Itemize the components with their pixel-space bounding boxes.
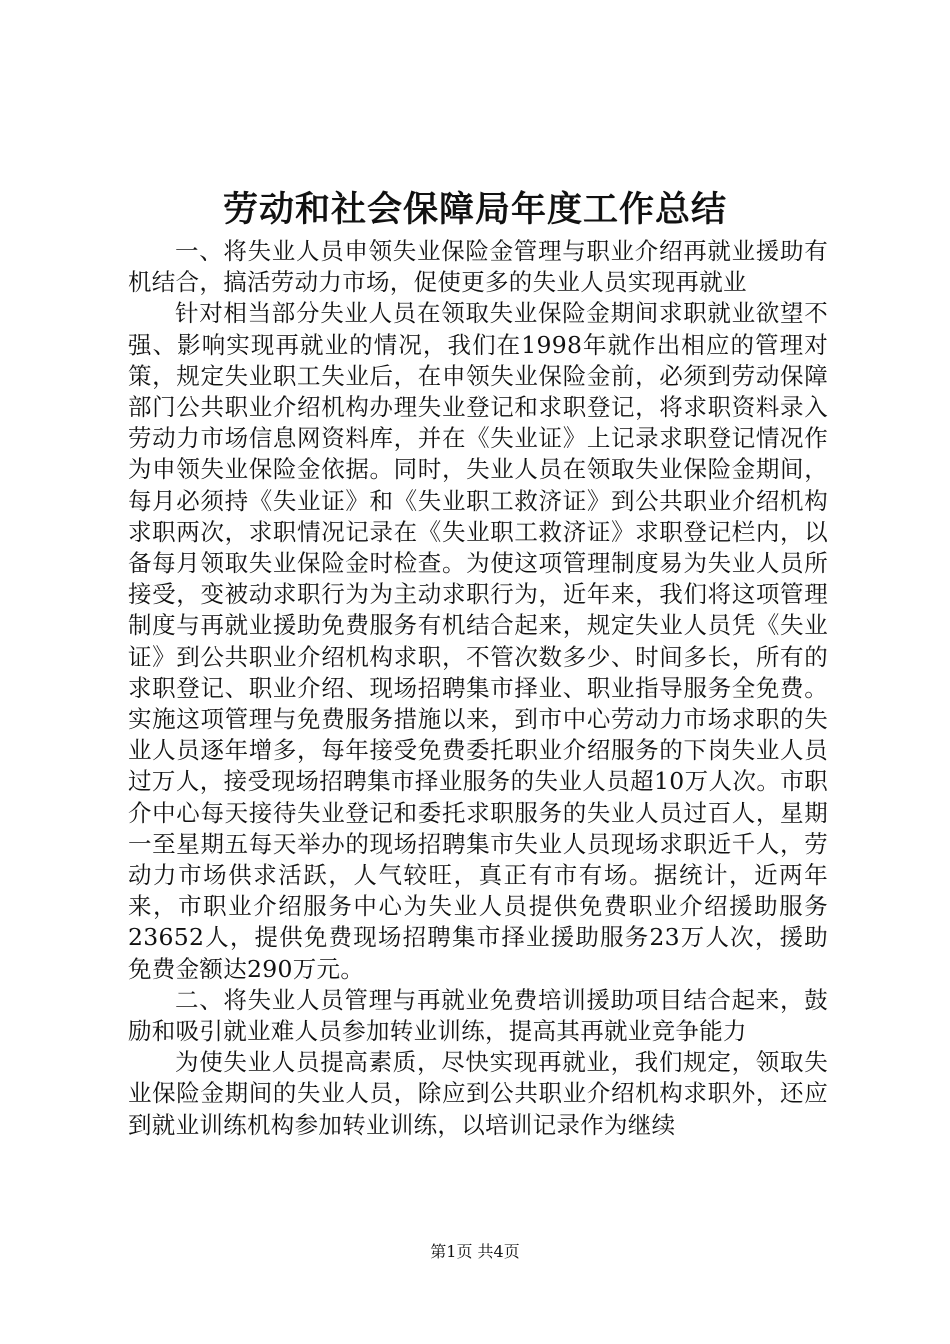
page-footer: 第1页 共4页 <box>430 1242 520 1261</box>
document-body <box>128 236 828 1141</box>
document-title: 劳动和社会保障局年度工作总结 <box>222 189 727 230</box>
paragraph-heading-1: 一、将失业人员申领失业保险金管理与职业介绍再就业援助有机结合，搞活劳动力市场，促使更多的失业人员实现再就业 <box>128 237 828 297</box>
paragraph-heading-2: 二、将失业人员管理与再就业免费培训援助项目结合起来，鼓励和吸引就业难人员参加转业训练，提高其再就业竞争能力 <box>128 985 828 1046</box>
paragraph-body-2: 为使失业人员提高素质，尽快实现再就业，我们规定，领取失业保险金期间的失业人员，除应到公共职业介绍机构求职外，还应到就业训练机构参加转业训练，以培训记录作为继续 <box>128 1048 828 1139</box>
paragraph-body-1: 针对相当部分失业人员在领取失业保险金期间求职就业欲望不强、影响实现再就业的情况，我们在1998年就作出相应的管理对策，规定失业职工失业后，在申领失业保险金前，必须到劳动保障部门公共职业介绍机构办理失业登记和求职登记，将求职资料录入劳动力市场信息网资料库，并在《失业证》上记录求职登记情况作为申领失业保险金依据。同时，失业人员在领取失业保险金期间，每月必须持《失业证》和《失业职工救济证》到公共职业介绍机构求职两次，求职情况记录在《失业职工救济证》求职登记栏内，以备每月领取失业保险金时检查。为使这项管理制度易为失业人员所接受，变被动求职行为为主动求职行为，近年来，我们将这项管理制度与再就业援助免费服务有机结合起来，规定失业人员凭《失业证》到公共职业介绍机构求职，不管次数多少、时间多长，所有的求职登记、职业介绍、现场招聘集市择业、职业指导服务全免费。实施这项管理与免费服务措施以来，到市中心劳动力市场求职的失业人员逐年增多，每年接受免费委托职业介绍服务的下岗失业人员过万人，接受现场招聘集市择业服务的失业人员超10万人次。市职介中心每天接待失业登记和委托求职服务的失业人员过百人，星期一至星期五每天举办的现场招聘集市失业人员现场求职近千人，劳动力市场供求活跃，人气较旺，真正有市有场。据统计，近两年来，市职业介绍服务中心为失业人员提供免费职业介绍援助服务23652人，提供免费现场招聘集市择业援助服务23万人次，援助免费金额达290万元。 <box>128 299 828 983</box>
